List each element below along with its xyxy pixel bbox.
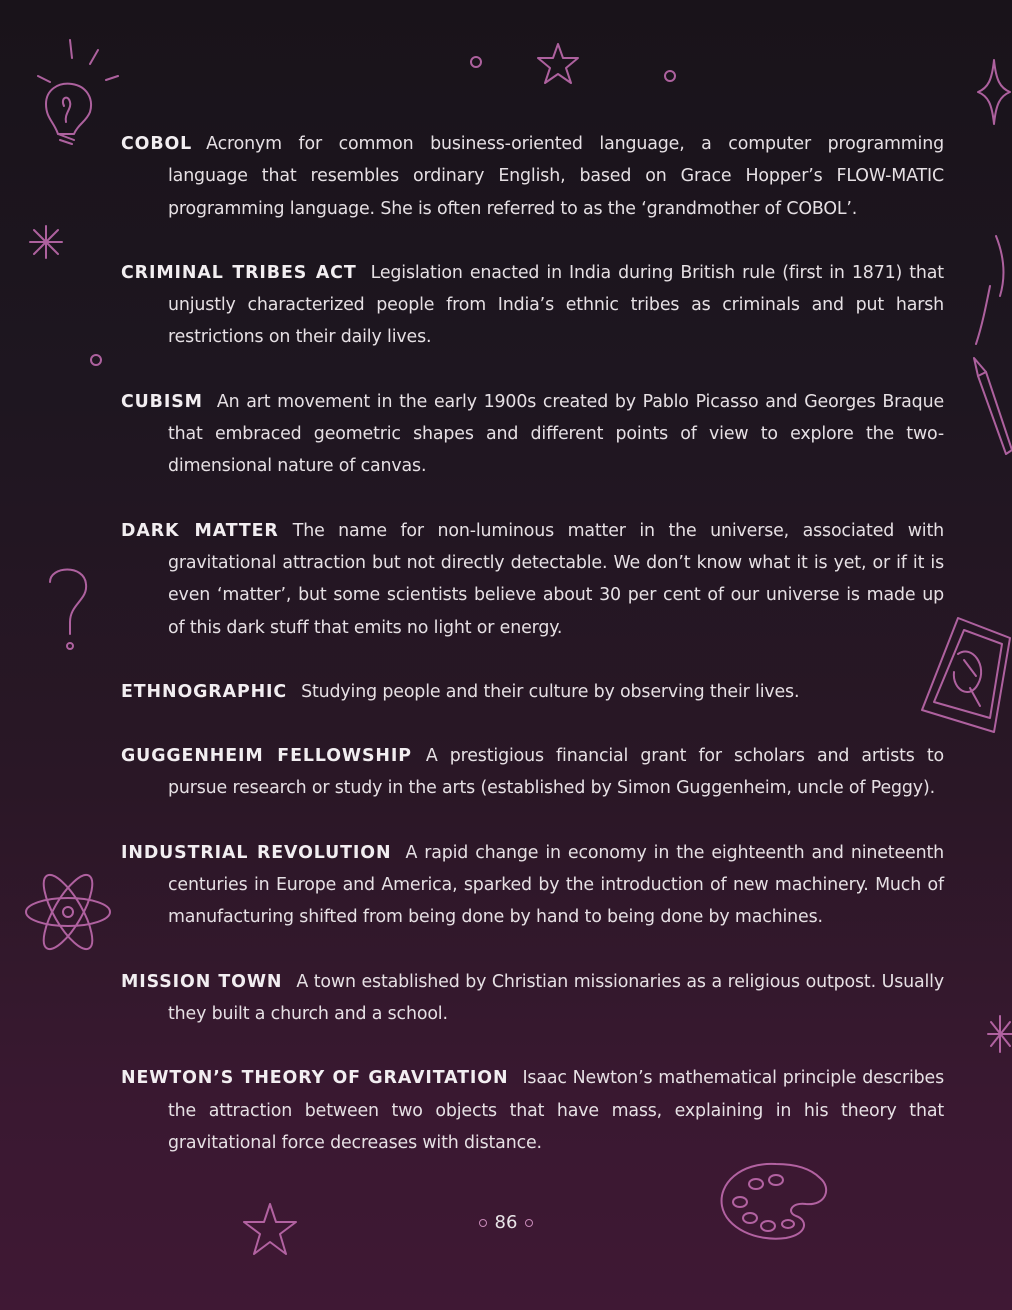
glossary-term: CUBISM <box>121 391 203 412</box>
glossary-definition: Acronym for common business-oriented language, a computer programming language that resembles ordinary English, based on Grace Hopper’s FLOW-MATIC programming language. She is often referred to as the ‘grandmother of COBOL’. <box>168 134 944 219</box>
glossary-entry <box>121 257 944 354</box>
paint-palette-icon <box>716 1158 834 1248</box>
question-mark-icon <box>42 560 94 656</box>
glossary-term: GUGGENHEIM FELLOWSHIP <box>121 746 412 767</box>
starburst-icon <box>986 1014 1012 1054</box>
glossary-term: NEWTON’S THEORY OF GRAVITATION <box>121 1068 509 1089</box>
glossary-list <box>121 128 944 1159</box>
glossary-entry <box>121 740 944 805</box>
glossary-definition: A town established by Christian missionaries as a religious outpost. Usually they built a church and a school. <box>168 971 944 1024</box>
circle-icon <box>525 1219 533 1227</box>
sparkle-icon <box>974 58 1012 128</box>
small-circle-icon <box>86 350 106 370</box>
pencil-icon <box>966 226 1012 486</box>
small-circle-icon <box>660 66 680 86</box>
glossary-term: COBOL <box>121 134 193 154</box>
starburst-icon <box>28 224 64 260</box>
glossary-entry <box>121 1062 944 1159</box>
atom-icon <box>24 864 112 960</box>
glossary-entry <box>121 966 944 1031</box>
circle-icon <box>479 1219 487 1227</box>
small-circle-icon <box>466 52 486 72</box>
glossary-term: CRIMINAL TRIBES ACT <box>121 262 357 283</box>
glossary-definition: A rapid change in economy in the eighteenth and nineteenth centuries in Europe and America, sparked by the introduction of new machinery. Much of manufacturing shifted from being done by hand to being done by machines. <box>168 842 944 928</box>
glossary-term: INDUSTRIAL REVOLUTION <box>121 842 392 863</box>
glossary-entry <box>121 837 944 934</box>
glossary-term: DARK MATTER <box>121 520 279 541</box>
glossary-definition: The name for non-luminous matter in the universe, associated with gravitational attraction but not directly detectable. We don’t know what it is yet, or if it is even ‘matter’, but some scientists believe about 30 per cent of our universe is made up of this dark stuff that emits no light or energy. <box>168 520 945 638</box>
glossary-term: MISSION TOWN <box>121 971 283 992</box>
glossary-entry <box>121 515 944 644</box>
glossary-definition: Isaac Newton’s mathematical principle describes the attraction between two objects that have mass, explaining in his theory that gravitational force decreases with distance. <box>168 1068 944 1153</box>
page-number <box>0 1212 1012 1233</box>
glossary-definition: Studying people and their culture by observing their lives. <box>301 681 800 702</box>
glossary-term: ETHNOGRAPHIC <box>121 681 288 702</box>
glossary-definition: A prestigious financial grant for scholars and artists to pursue research or study in the arts (established by Simon Guggenheim, uncle of Peggy). <box>168 746 945 799</box>
glossary-entry <box>121 386 944 483</box>
glossary-definition: An art movement in the early 1900s created by Pablo Picasso and Georges Braque that embraced geometric shapes and different points of view to explore the two-dimensional nature of canvas. <box>168 391 944 477</box>
glossary-definition: Legislation enacted in India during British rule (first in 1871) that unjustly characterized people from India’s ethnic tribes as criminals and put harsh restrictions on their daily lives. <box>168 262 944 348</box>
glossary-entry <box>121 128 944 225</box>
page-number-text: 86 <box>494 1212 518 1233</box>
glossary-entry <box>121 676 944 708</box>
star-icon <box>534 40 582 88</box>
